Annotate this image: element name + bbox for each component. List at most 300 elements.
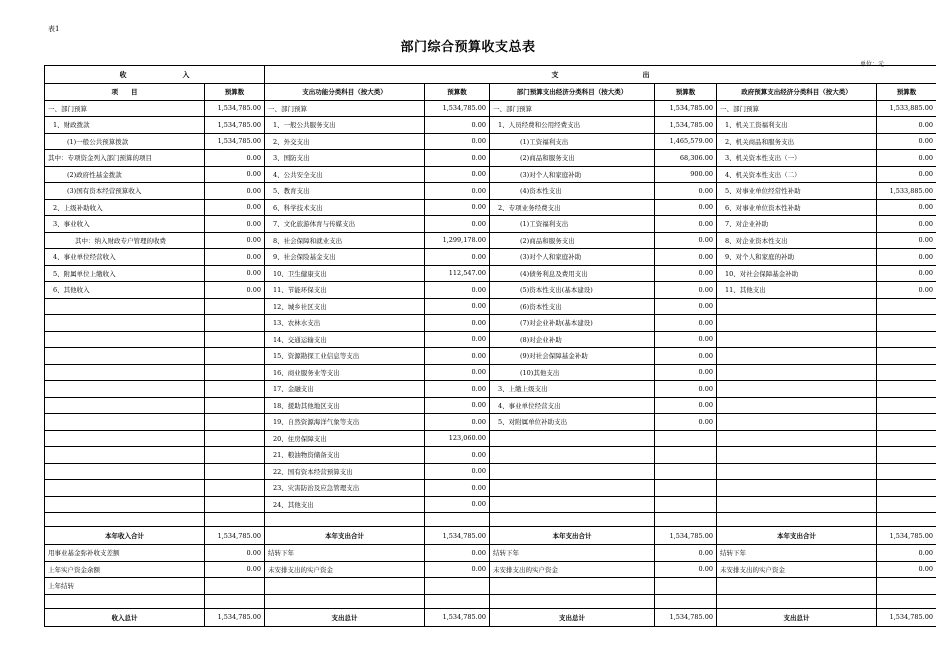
- amount-cell: 0.00: [425, 298, 490, 315]
- amount-cell: [205, 430, 265, 447]
- amount-cell: [877, 331, 936, 348]
- item-cell: 6、其他收入: [45, 282, 205, 299]
- amount-cell: 0.00: [655, 199, 717, 216]
- amount-cell: 1,533,885.00: [877, 100, 936, 117]
- item-cell: 20、住房保障支出: [265, 430, 425, 447]
- item-cell: 本年支出合计: [265, 527, 425, 545]
- item-cell: 18、援助其他地区支出: [265, 397, 425, 414]
- col-header: 部门预算支出经济分类科目（按大类）: [490, 84, 655, 101]
- item-cell: (7)对企业补助(基本建设): [490, 315, 655, 332]
- item-cell: 未安排支出的实户资金: [717, 561, 877, 578]
- empty-cell: [45, 594, 205, 608]
- amount-cell: [205, 447, 265, 464]
- empty-cell: [717, 513, 877, 527]
- table-row: [45, 282, 936, 299]
- amount-cell: 1,534,785.00: [205, 608, 265, 626]
- col-header: 预算数: [877, 84, 936, 101]
- item-cell: (10)其他支出: [490, 364, 655, 381]
- amount-cell: 1,299,178.00: [425, 232, 490, 249]
- item-cell: 3、事业收入: [45, 216, 205, 233]
- empty-cell: [205, 513, 265, 527]
- amount-cell: 0.00: [205, 150, 265, 167]
- item-cell: 23、灾害防治及应急管理支出: [265, 480, 425, 497]
- amount-cell: 0.00: [425, 183, 490, 200]
- item-cell: [717, 578, 877, 595]
- col-header: 支出功能分类科目（按大类）: [265, 84, 425, 101]
- item-cell: 1、财政拨款: [45, 117, 205, 134]
- item-cell: [490, 447, 655, 464]
- amount-cell: 0.00: [425, 166, 490, 183]
- section-header-row: [45, 66, 936, 84]
- table-row: [45, 249, 936, 266]
- amount-cell: 0.00: [425, 364, 490, 381]
- amount-cell: 0.00: [425, 348, 490, 365]
- amount-cell: 1,465,579.00: [655, 133, 717, 150]
- item-cell: [45, 331, 205, 348]
- amount-cell: [655, 480, 717, 497]
- item-cell: [45, 315, 205, 332]
- amount-cell: 0.00: [425, 496, 490, 513]
- amount-cell: 0.00: [205, 183, 265, 200]
- empty-cell: [45, 513, 205, 527]
- amount-cell: [877, 315, 936, 332]
- amount-cell: 0.00: [425, 117, 490, 134]
- item-cell: [490, 430, 655, 447]
- table-row: [45, 496, 936, 513]
- item-cell: 2、上级补助收入: [45, 199, 205, 216]
- item-cell: (3)国有资本经营预算收入: [45, 183, 205, 200]
- item-cell: [490, 480, 655, 497]
- amount-cell: [877, 430, 936, 447]
- amount-cell: 0.00: [425, 561, 490, 578]
- item-cell: (9)对社会保障基金补助: [490, 348, 655, 365]
- item-cell: [45, 397, 205, 414]
- table-row: [45, 348, 936, 365]
- empty-cell: [425, 513, 490, 527]
- item-cell: [45, 480, 205, 497]
- item-cell: 4、机关资本性支出（二）: [717, 166, 877, 183]
- amount-cell: [655, 430, 717, 447]
- item-cell: [717, 447, 877, 464]
- amount-cell: 0.00: [425, 447, 490, 464]
- amount-cell: 0.00: [877, 545, 936, 562]
- table-row: [45, 331, 936, 348]
- amount-cell: 0.00: [425, 249, 490, 266]
- table-row: [45, 447, 936, 464]
- amount-cell: [877, 447, 936, 464]
- item-cell: 上年实户资金余额: [45, 561, 205, 578]
- table-row: [45, 397, 936, 414]
- item-cell: [45, 414, 205, 431]
- amount-cell: [877, 480, 936, 497]
- page-title: 部门综合预算收支总表: [400, 40, 536, 55]
- item-cell: 21、粮油物资储备支出: [265, 447, 425, 464]
- item-cell: 2、机关商品和服务支出: [717, 133, 877, 150]
- table-row: [45, 183, 936, 200]
- item-cell: 13、农林水支出: [265, 315, 425, 332]
- amount-cell: [877, 496, 936, 513]
- amount-cell: 0.00: [655, 545, 717, 562]
- item-cell: (4)债务利息及费用支出: [490, 265, 655, 282]
- item-cell: (5)资本性支出(基本建设): [490, 282, 655, 299]
- spacer-row: [45, 513, 936, 527]
- amount-cell: 0.00: [425, 414, 490, 431]
- amount-cell: 0.00: [655, 232, 717, 249]
- item-cell: (3)对个人和家庭补助: [490, 166, 655, 183]
- amount-cell: [205, 331, 265, 348]
- item-cell: (1)工资福利支出: [490, 216, 655, 233]
- amount-cell: 0.00: [425, 150, 490, 167]
- item-cell: 5、教育支出: [265, 183, 425, 200]
- amount-cell: [425, 578, 490, 595]
- table-row: [45, 100, 936, 117]
- amount-cell: [655, 463, 717, 480]
- amount-cell: [877, 364, 936, 381]
- amount-cell: [205, 463, 265, 480]
- amount-cell: 1,534,785.00: [655, 117, 717, 134]
- item-cell: 支出总计: [717, 608, 877, 626]
- amount-cell: [205, 381, 265, 398]
- table-row: [45, 364, 936, 381]
- amount-cell: [877, 397, 936, 414]
- item-cell: 3、国防支出: [265, 150, 425, 167]
- table-row: [45, 298, 936, 315]
- amount-cell: 0.00: [205, 282, 265, 299]
- amount-cell: 900.00: [655, 166, 717, 183]
- amount-cell: [877, 463, 936, 480]
- amount-cell: 0.00: [425, 315, 490, 332]
- amount-cell: 0.00: [655, 265, 717, 282]
- item-cell: [45, 348, 205, 365]
- item-cell: 未安排支出的实户资金: [490, 561, 655, 578]
- item-cell: 10、对社会保障基金补助: [717, 265, 877, 282]
- table-row: [45, 150, 936, 167]
- table-row: [45, 232, 936, 249]
- empty-cell: [655, 513, 717, 527]
- item-cell: 结转下年: [265, 545, 425, 562]
- table-row: [45, 414, 936, 431]
- table-row: [45, 199, 936, 216]
- item-cell: 未安排支出的实户资金: [265, 561, 425, 578]
- item-cell: 结转下年: [490, 545, 655, 562]
- item-cell: [717, 331, 877, 348]
- item-cell: 7、文化旅游体育与传媒支出: [265, 216, 425, 233]
- item-cell: 结转下年: [717, 545, 877, 562]
- item-cell: [45, 447, 205, 464]
- item-cell: 5、附属单位上缴收入: [45, 265, 205, 282]
- amount-cell: 0.00: [425, 282, 490, 299]
- amount-cell: 0.00: [877, 249, 936, 266]
- col-header: 政府预算支出经济分类科目（按大类）: [717, 84, 877, 101]
- item-cell: 其中：纳入财政专户管理的收费: [45, 232, 205, 249]
- income-section-header: 收 入: [45, 66, 265, 84]
- amount-cell: 1,533,885.00: [877, 183, 936, 200]
- amount-cell: 1,534,785.00: [877, 608, 936, 626]
- amount-cell: [655, 496, 717, 513]
- item-cell: 一、部门预算: [265, 100, 425, 117]
- table-row: [45, 463, 936, 480]
- amount-cell: [877, 414, 936, 431]
- item-cell: 19、自然资源海洋气象等支出: [265, 414, 425, 431]
- item-cell: 16、商业服务业等支出: [265, 364, 425, 381]
- item-cell: 9、对个人和家庭的补助: [717, 249, 877, 266]
- item-cell: 10、卫生健康支出: [265, 265, 425, 282]
- column-header-row: [45, 84, 936, 101]
- empty-cell: [490, 513, 655, 527]
- item-cell: (3)对个人和家庭补助: [490, 249, 655, 266]
- empty-cell: [717, 594, 877, 608]
- grand-total-row: [45, 608, 936, 626]
- item-cell: 22、国有资本经营预算支出: [265, 463, 425, 480]
- item-cell: 2、专项业务经费支出: [490, 199, 655, 216]
- item-cell: [717, 496, 877, 513]
- spacer-row: [45, 594, 936, 608]
- amount-cell: 0.00: [425, 545, 490, 562]
- item-cell: 8、对企业资本性支出: [717, 232, 877, 249]
- item-cell: 4、公共安全支出: [265, 166, 425, 183]
- item-cell: 收入总计: [45, 608, 205, 626]
- amount-cell: 0.00: [655, 183, 717, 200]
- amount-cell: [205, 364, 265, 381]
- amount-cell: 0.00: [425, 397, 490, 414]
- amount-cell: 0.00: [655, 414, 717, 431]
- amount-cell: [655, 578, 717, 595]
- item-cell: 3、上缴上级支出: [490, 381, 655, 398]
- amount-cell: 0.00: [877, 166, 936, 183]
- amount-cell: 0.00: [425, 463, 490, 480]
- item-cell: 4、事业单位经营支出: [490, 397, 655, 414]
- item-cell: (2)政府性基金拨款: [45, 166, 205, 183]
- item-cell: 5、对附属单位补助支出: [490, 414, 655, 431]
- amount-cell: 0.00: [205, 561, 265, 578]
- amount-cell: 0.00: [205, 545, 265, 562]
- amount-cell: 0.00: [205, 232, 265, 249]
- amount-cell: [205, 397, 265, 414]
- item-cell: [717, 397, 877, 414]
- item-cell: (6)资本性支出: [490, 298, 655, 315]
- item-cell: 1、一般公共服务支出: [265, 117, 425, 134]
- item-cell: [717, 430, 877, 447]
- empty-cell: [265, 594, 425, 608]
- amount-cell: 0.00: [655, 298, 717, 315]
- item-cell: 支出总计: [490, 608, 655, 626]
- item-cell: 17、金融支出: [265, 381, 425, 398]
- item-cell: 一、部门预算: [717, 100, 877, 117]
- col-header: 项 目: [45, 84, 205, 101]
- item-cell: [490, 496, 655, 513]
- amount-cell: 1,534,785.00: [425, 608, 490, 626]
- item-cell: [717, 364, 877, 381]
- table-row: [45, 265, 936, 282]
- amount-cell: 0.00: [877, 150, 936, 167]
- amount-cell: 0.00: [655, 364, 717, 381]
- amount-cell: 0.00: [877, 133, 936, 150]
- item-cell: 3、机关资本性支出（一）: [717, 150, 877, 167]
- expense-section-header: 支 出: [265, 66, 936, 84]
- empty-cell: [265, 513, 425, 527]
- item-cell: (1)工资福利支出: [490, 133, 655, 150]
- amount-cell: [205, 496, 265, 513]
- amount-cell: [655, 447, 717, 464]
- amount-cell: 0.00: [205, 166, 265, 183]
- item-cell: 支出总计: [265, 608, 425, 626]
- amount-cell: 0.00: [655, 381, 717, 398]
- table-row: [45, 216, 936, 233]
- amount-cell: 0.00: [425, 216, 490, 233]
- item-cell: [717, 348, 877, 365]
- amount-cell: 0.00: [877, 117, 936, 134]
- amount-cell: [877, 578, 936, 595]
- item-cell: 上年结转: [45, 578, 205, 595]
- amount-cell: 1,534,785.00: [205, 117, 265, 134]
- amount-cell: [877, 348, 936, 365]
- amount-cell: 0.00: [425, 133, 490, 150]
- table-row: [45, 561, 936, 578]
- col-header: 预算数: [655, 84, 717, 101]
- table-row: [45, 166, 936, 183]
- item-cell: 一、部门预算: [490, 100, 655, 117]
- amount-cell: 0.00: [877, 282, 936, 299]
- item-cell: 24、其他支出: [265, 496, 425, 513]
- amount-cell: 0.00: [425, 381, 490, 398]
- empty-cell: [490, 594, 655, 608]
- amount-cell: 0.00: [655, 561, 717, 578]
- amount-cell: 0.00: [205, 199, 265, 216]
- amount-cell: 0.00: [425, 199, 490, 216]
- amount-cell: 0.00: [205, 265, 265, 282]
- item-cell: [717, 414, 877, 431]
- amount-cell: 0.00: [425, 480, 490, 497]
- item-cell: [490, 463, 655, 480]
- item-cell: [45, 364, 205, 381]
- item-cell: [45, 430, 205, 447]
- empty-cell: [877, 594, 936, 608]
- col-header: 预算数: [205, 84, 265, 101]
- amount-cell: [205, 414, 265, 431]
- item-cell: 12、城乡社区支出: [265, 298, 425, 315]
- table-row: [45, 545, 936, 562]
- item-cell: [45, 496, 205, 513]
- item-cell: 14、交通运输支出: [265, 331, 425, 348]
- amount-cell: 1,534,785.00: [205, 133, 265, 150]
- amount-cell: [205, 348, 265, 365]
- item-cell: 8、社会保障和就业支出: [265, 232, 425, 249]
- item-cell: 6、对事业单位资本性补助: [717, 199, 877, 216]
- amount-cell: 0.00: [205, 216, 265, 233]
- amount-cell: 1,534,785.00: [877, 527, 936, 545]
- item-cell: 4、事业单位经营收入: [45, 249, 205, 266]
- col-header: 预算数: [425, 84, 490, 101]
- amount-cell: 0.00: [655, 249, 717, 266]
- item-cell: 6、科学技术支出: [265, 199, 425, 216]
- item-cell: [717, 381, 877, 398]
- item-cell: 本年支出合计: [490, 527, 655, 545]
- amount-cell: 1,534,785.00: [655, 100, 717, 117]
- amount-cell: [205, 298, 265, 315]
- item-cell: [45, 298, 205, 315]
- item-cell: [265, 578, 425, 595]
- empty-cell: [655, 594, 717, 608]
- amount-cell: 0.00: [655, 282, 717, 299]
- item-cell: 一、部门预算: [45, 100, 205, 117]
- item-cell: [45, 381, 205, 398]
- amount-cell: 0.00: [877, 216, 936, 233]
- empty-cell: [877, 513, 936, 527]
- item-cell: 本年支出合计: [717, 527, 877, 545]
- amount-cell: [205, 480, 265, 497]
- amount-cell: 0.00: [877, 232, 936, 249]
- amount-cell: 1,534,785.00: [205, 100, 265, 117]
- item-cell: (1)一般公共预算拨款: [45, 133, 205, 150]
- amount-cell: 0.00: [877, 265, 936, 282]
- amount-cell: [877, 381, 936, 398]
- amount-cell: 1,534,785.00: [425, 527, 490, 545]
- item-cell: 用事业基金弥补收支差额: [45, 545, 205, 562]
- item-cell: 9、社会保险基金支出: [265, 249, 425, 266]
- item-cell: [45, 463, 205, 480]
- table-row: [45, 578, 936, 595]
- amount-cell: 0.00: [877, 199, 936, 216]
- amount-cell: 1,534,785.00: [655, 608, 717, 626]
- table-row: [45, 480, 936, 497]
- item-cell: 15、资源勘探工业信息等支出: [265, 348, 425, 365]
- amount-cell: [205, 578, 265, 595]
- item-cell: [717, 463, 877, 480]
- table-row: [45, 315, 936, 332]
- table-row: [45, 117, 936, 134]
- item-cell: 5、对事业单位经常性补助: [717, 183, 877, 200]
- item-cell: [717, 315, 877, 332]
- amount-cell: 0.00: [425, 331, 490, 348]
- amount-cell: 0.00: [877, 561, 936, 578]
- amount-cell: 123,060.00: [425, 430, 490, 447]
- item-cell: 7、对企业补助: [717, 216, 877, 233]
- table-row: [45, 133, 936, 150]
- item-cell: 11、节能环保支出: [265, 282, 425, 299]
- amount-cell: 112,547.00: [425, 265, 490, 282]
- amount-cell: [205, 315, 265, 332]
- unit-label: 单位：元: [860, 61, 885, 68]
- empty-cell: [205, 594, 265, 608]
- amount-cell: 0.00: [655, 397, 717, 414]
- amount-cell: [877, 298, 936, 315]
- amount-cell: 0.00: [655, 315, 717, 332]
- item-cell: (4)资本性支出: [490, 183, 655, 200]
- amount-cell: 1,534,785.00: [425, 100, 490, 117]
- amount-cell: 0.00: [655, 331, 717, 348]
- item-cell: (8)对企业补助: [490, 331, 655, 348]
- year-total-row: [45, 527, 936, 545]
- item-cell: 11、其他支出: [717, 282, 877, 299]
- amount-cell: 0.00: [205, 249, 265, 266]
- amount-cell: 0.00: [655, 348, 717, 365]
- item-cell: (2)商品和服务支出: [490, 232, 655, 249]
- table-row: [45, 381, 936, 398]
- amount-cell: 68,306.00: [655, 150, 717, 167]
- item-cell: [717, 480, 877, 497]
- item-cell: [490, 578, 655, 595]
- item-cell: 本年收入合计: [45, 527, 205, 545]
- amount-cell: 1,534,785.00: [205, 527, 265, 545]
- amount-cell: 0.00: [655, 216, 717, 233]
- item-cell: 其中：专项资金列入部门预算的项目: [45, 150, 205, 167]
- item-cell: 2、外交支出: [265, 133, 425, 150]
- item-cell: [717, 298, 877, 315]
- item-cell: 1、人员经费和公用经费支出: [490, 117, 655, 134]
- budget-table: [44, 65, 936, 627]
- empty-cell: [425, 594, 490, 608]
- amount-cell: 1,534,785.00: [655, 527, 717, 545]
